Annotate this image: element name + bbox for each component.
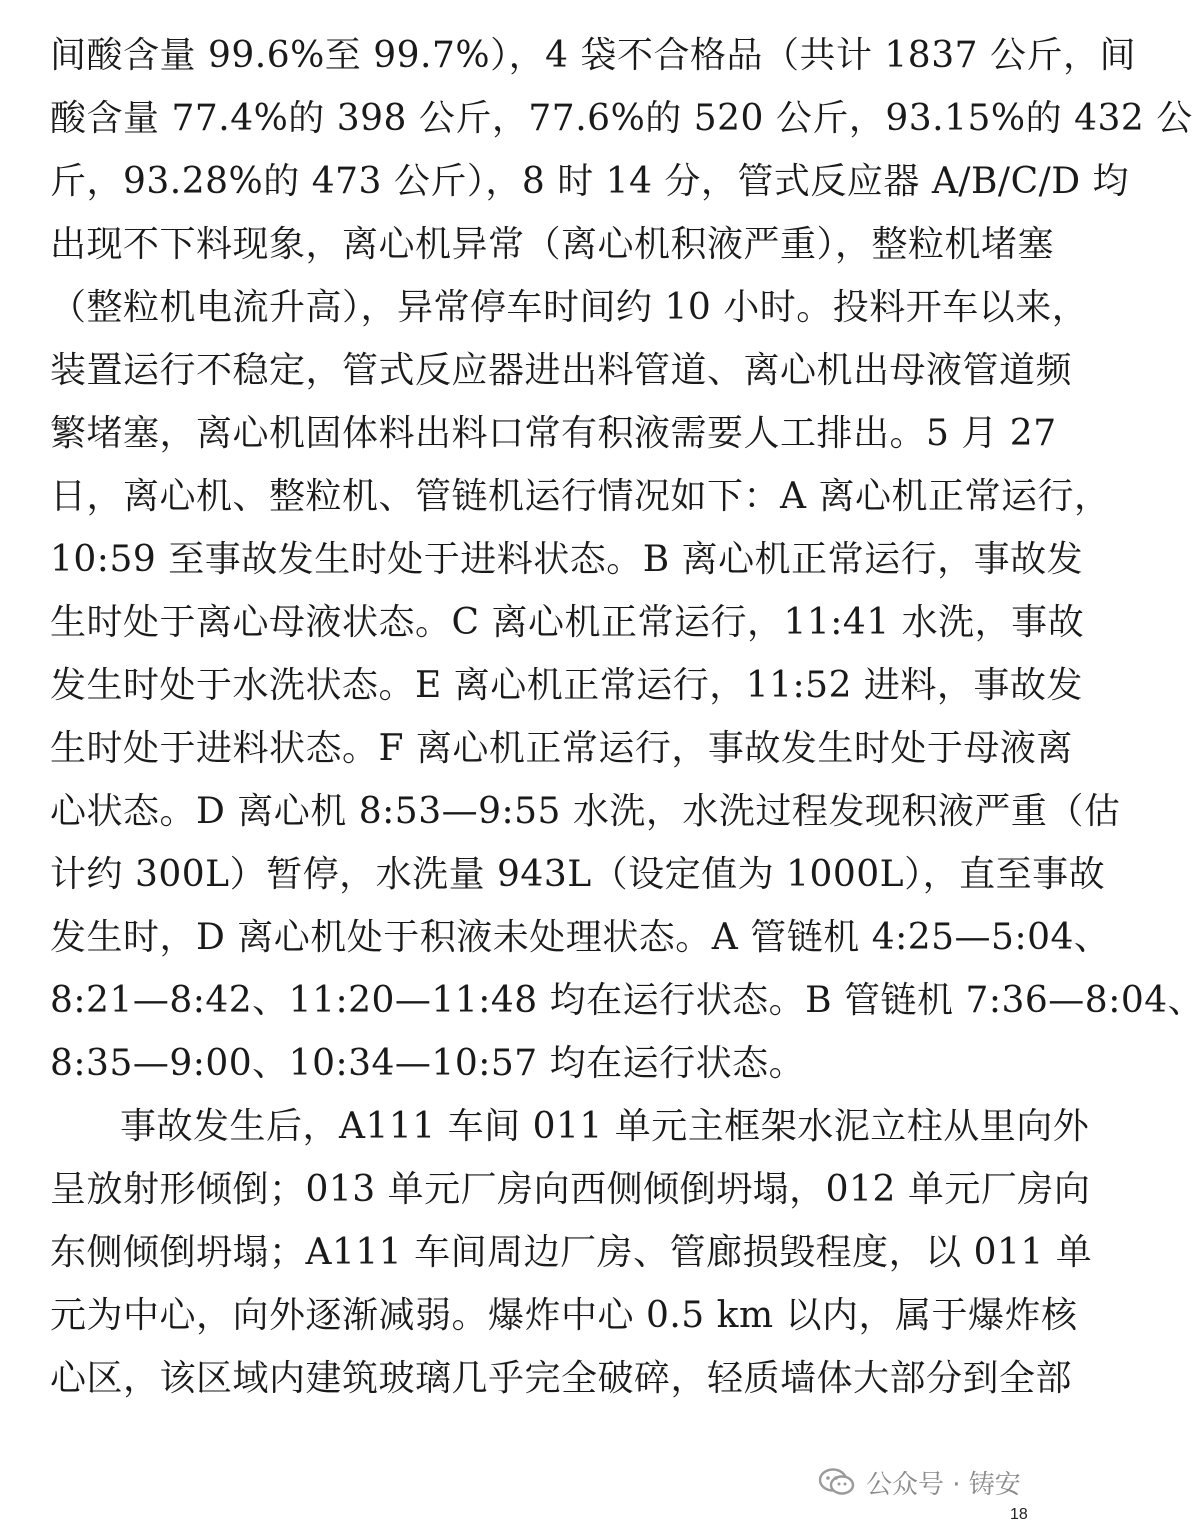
text-line: 发生时处于水洗状态。E 离心机正常运行，11:52 进料，事故发 — [50, 665, 1083, 706]
text-line: 日，离心机、整粒机、管链机运行情况如下：A 离心机正常运行， — [50, 476, 1111, 517]
text-line: 生时处于进料状态。F 离心机正常运行，事故发生时处于母液离 — [50, 728, 1073, 769]
text-line: 间酸含量 99.6%至 99.7%），4 袋不合格品（共计 1837 公斤，间 — [50, 35, 1136, 76]
text-line: 心区，该区域内建筑玻璃几乎完全破碎，轻质墙体大部分到全部 — [50, 1358, 1073, 1399]
text-line: 8:35—9:00、10:34—10:57 均在运行状态。 — [50, 1043, 806, 1084]
wechat-official-account-icon — [818, 1467, 856, 1497]
text-line: 生时处于离心母液状态。C 离心机正常运行，11:41 水洗，事故 — [50, 602, 1085, 643]
text-line: 10:59 至事故发生时处于进料状态。B 离心机正常运行，事故发 — [50, 539, 1084, 580]
text-line: 繁堵塞，离心机固体料出料口常有积液需要人工排出。5 月 27 — [50, 413, 1057, 454]
text-line: 东侧倾倒坍塌；A111 车间周边厂房、管廊损毁程度，以 011 单 — [50, 1232, 1093, 1273]
text-line: 酸含量 77.4%的 398 公斤，77.6%的 520 公斤，93.15%的 432 公 — [50, 98, 1193, 139]
paragraph-first-line: 事故发生后，A111 车间 011 单元主框架水泥立柱从里向外 — [120, 1106, 1090, 1147]
text-line: （整粒机电流升高），异常停车时间约 10 小时。投料开车以来， — [50, 287, 1089, 328]
text-line: 斤，93.28%的 473 公斤），8 时 14 分，管式反应器 A/B/C/D 均 — [50, 161, 1130, 202]
text-line: 元为中心，向外逐渐减弱。爆炸中心 0.5 km 以内，属于爆炸核 — [50, 1295, 1078, 1336]
text-line: 出现不下料现象，离心机异常（离心机积液严重），整粒机堵塞 — [50, 224, 1055, 265]
text-line: 呈放射形倾倒；013 单元厂房向西侧倾倒坍塌，012 单元厂房向 — [50, 1169, 1091, 1210]
page-number: 18 — [1010, 1506, 1028, 1523]
text-line: 心状态。D 离心机 8:53—9:55 水洗，水洗过程发现积液严重（估 — [50, 791, 1121, 832]
text-line: 8:21—8:42、11:20—11:48 均在运行状态。B 管链机 7:36—8:04、 — [50, 980, 1204, 1021]
text-line: 计约 300L）暂停，水洗量 943L（设定值为 1000L），直至事故 — [50, 854, 1106, 895]
text-line: 装置运行不稳定，管式反应器进出料管道、离心机出母液管道频 — [50, 350, 1073, 391]
text-line: 发生时，D 离心机处于积液未处理状态。A 管链机 4:25—5:04、 — [50, 917, 1111, 958]
watermark — [818, 1462, 1021, 1502]
watermark-text: 公众号 · 铸安 — [866, 1469, 1021, 1500]
